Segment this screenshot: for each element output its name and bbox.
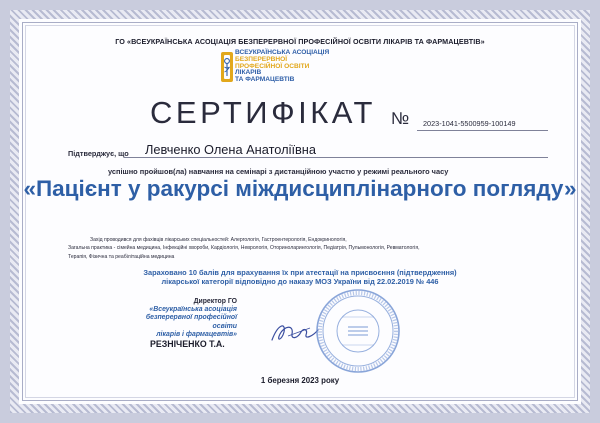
points-statement — [0, 268, 600, 287]
logo-text — [235, 50, 329, 84]
number-sign: № — [391, 109, 410, 128]
director-title — [120, 298, 237, 339]
certificate-title: СЕРТИФІКАТ — [150, 95, 376, 130]
recipient-name: Левченко Олена Анатоліївна — [145, 142, 316, 157]
organization-name: ГО «ВСЕУКРАЇНСЬКА АСОЦІАЦІЯ БЕЗПЕРЕРВНОЇ ПРОФЕСІЙНОЇ ОСВІТИ ЛІКАРІВ ТА ФАРМАЦЕВТІВ» — [115, 37, 485, 46]
logo-line-1: ВСЕУКРАЇНСЬКА АСОЦІАЦІЯ — [235, 49, 330, 56]
name-underline — [124, 157, 548, 158]
specialties-line-1: Захід проводився для фахівців лікарських спеціальностей: Алергологія, Гастроентерологія, Ендокринологія, — [90, 237, 347, 243]
specialties-text — [68, 236, 420, 261]
number-underline — [417, 130, 548, 131]
specialties-line-2: Загальна практика - сімейна медицина, Інфекційні хвороби, Кардіологія, Неврологія, Оториноларингологія, Педіатрія, Пульмонологія, Ревматологія, — [68, 245, 420, 252]
director-line-4: лікарів і фармацевтів» — [156, 330, 237, 338]
logo-line-2: БЕЗПЕРЕРВНОЇ — [235, 55, 288, 63]
issue-date: 1 березня 2023 року — [260, 376, 340, 385]
official-stamp-icon — [314, 287, 402, 375]
director-line-1: Директор ГО — [193, 298, 237, 305]
logo-line-4: ЛІКАРІВ — [235, 69, 262, 77]
course-sentence: успішно пройшов(ла) навчання на семінарі з дистанційною участю у режимі реального часу — [108, 167, 449, 176]
points-line-2: лікарської категорії відповідно до наказу МОЗ України від 22.02.2019 № 446 — [161, 277, 439, 287]
seminar-title: «Пацієнт у ракурсі міждисциплінарного погляду» — [23, 176, 577, 201]
certificate-number: 2023-1041-5500959-100149 — [423, 119, 516, 128]
logo-line-3: ПРОФЕСІЙНОЇ ОСВІТИ — [235, 62, 310, 70]
director-line-2: «Всеукраїнська асоціація — [149, 306, 237, 314]
confirm-label: Підтверджує, що — [68, 149, 129, 158]
logo-line-5: ТА ФАРМАЦЕВТІВ — [235, 76, 295, 84]
director-name: РЕЗНІЧЕНКО Т.А. — [150, 339, 225, 349]
specialties-line-3: Терапія, Фізична та реабілітаційна медицина — [68, 253, 175, 260]
points-line-1: Зараховано 10 балів для врахування їх при атестації на присвоєння (підтвердження) — [143, 268, 457, 277]
director-line-3: безперервної професійної освіти — [145, 314, 237, 330]
